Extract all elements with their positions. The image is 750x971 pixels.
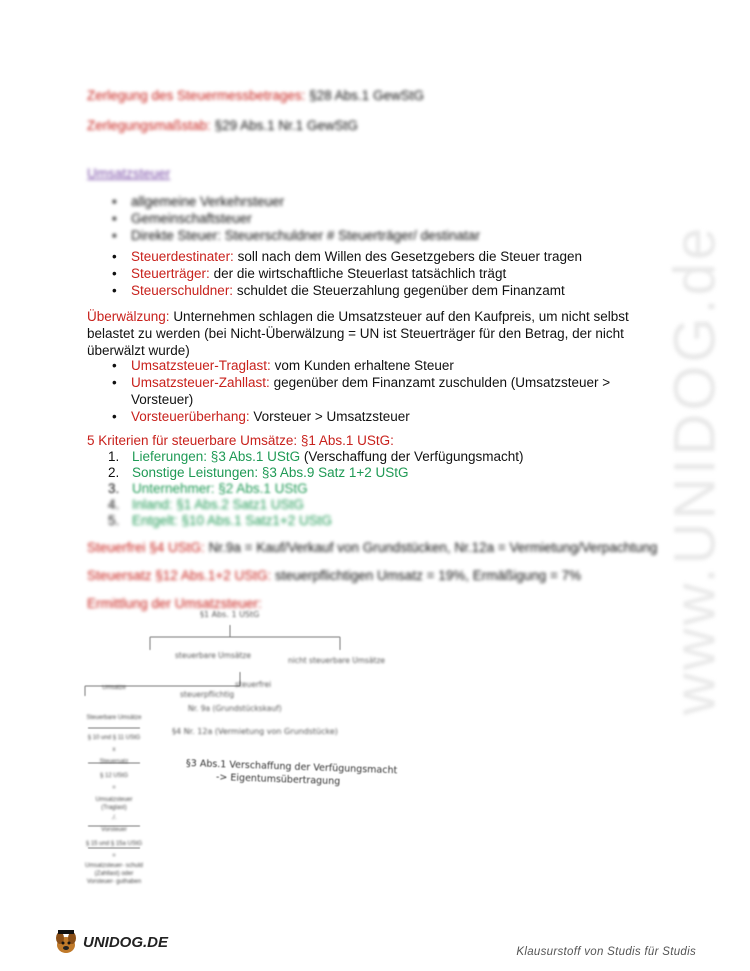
- footer-tagline: Klausurstoff von Studis für Studis: [516, 946, 696, 958]
- steuersatz-line: [87, 568, 581, 583]
- term-text: schuldet die Steuerzahlung gegenüber dem Finanzamt: [236, 283, 565, 298]
- list-item: • Direkte Steuer: Steuerschuldner # Steuerträger/ destinatar: [106, 227, 480, 244]
- hw-eigentum: -> Eigentumsübertragung: [215, 772, 341, 788]
- ermittlung-label: Ermittlung der Umsatzsteuer:: [87, 596, 262, 611]
- zerlegungsmassstab-ref: §29 Abs.1 Nr.1 GewStG: [214, 118, 358, 133]
- steuersatz-label: Steuersatz §12 Abs.1+2 UStG:: [87, 568, 272, 583]
- zerlegung-label: Zerlegung des Steuermessbetrages:: [87, 88, 306, 103]
- term-label: Steuerschuldner:: [131, 283, 234, 298]
- kriterium-label: Lieferungen: §3 Abs.1 UStG: [132, 449, 301, 464]
- zerlegung-line: [87, 88, 424, 103]
- term-item: [106, 265, 582, 282]
- hw-steuerfrei: steuerfrei: [235, 680, 272, 689]
- zerlegungsmassstab-line: [87, 118, 358, 133]
- term-text: der die wirtschaftliche Steuerlast tatsächlich trägt: [213, 266, 507, 281]
- hw-nr9a: Nr. 9a (Grundstückskauf): [188, 704, 282, 713]
- kriterium-label: Sonstige Leistungen: §3 Abs.9 Satz 1+2 UStG: [132, 465, 409, 480]
- last-label: Vorsteuerüberhang:: [131, 409, 250, 424]
- kriterien-list: [108, 449, 524, 529]
- last-label: Umsatzsteuer-Traglast:: [131, 358, 271, 373]
- ueberwaelzung-line2: belastet zu werden (bei Nicht-Überwälzung = UN ist Steuerträger für den Betrag, der nicht: [87, 326, 624, 341]
- ueberwaelzung-label: Überwälzung:: [87, 309, 170, 324]
- steuersatz-text: steuerpflichtigen Umsatz = 19%, Ermäßigung = 7%: [275, 568, 582, 583]
- ueberwaelzung-line3: überwälzt wurde): [87, 343, 190, 358]
- hw-steuerbar: steuerbare Umsätze: [175, 651, 251, 660]
- last-item: [106, 374, 610, 408]
- terms-list: [106, 248, 582, 299]
- general-items-list: [106, 193, 480, 244]
- umsatzsteuer-heading: Umsatzsteuer: [87, 166, 171, 181]
- kriterium-item: 2. Sonstige Leistungen: §3 Abs.9 Satz 1+2 UStG: [108, 465, 409, 480]
- kriterium-item: 4. Inland: §1 Abs.2 Satz1 UStG: [108, 497, 304, 512]
- diagram-left-column: Umsätze Steuerbare Umsätze § 10 und § 11 UStG x Steuersatz § 12 UStG = Umsatzsteuer (Traglast) ./. Vorsteuer § 15 und § 15a UStG = Umsatzsteuer- schuld (Zahllast) oder Vorsteuer- guthaben: [84, 685, 144, 885]
- last-item: [106, 408, 610, 425]
- kriterium-item: 1. Lieferungen: §3 Abs.1 UStG (Verschaffung der Verfügungsmacht): [108, 449, 524, 464]
- hw-steuerpflichtig: steuerpflichtig: [180, 690, 235, 699]
- logo-text: UNIDOG.DE: [83, 933, 169, 951]
- ueberwaelzung-line1: Unternehmen schlagen die Umsatzsteuer auf den Kaufpreis, um nicht selbst: [173, 309, 629, 324]
- last-text: Vorsteuer > Umsatzsteuer: [253, 409, 410, 424]
- zerlegungsmassstab-label: Zerlegungsmaßstab:: [87, 118, 211, 133]
- kriterium-label: Unternehmer: §2 Abs.1 UStG: [132, 481, 308, 496]
- kriterien-heading: 5 Kriterien für steuerbare Umsätze: §1 Abs.1 UStG:: [87, 433, 394, 448]
- steuerfrei-text: Nr.9a = Kauf/Verkauf von Grundstücken, Nr.12a = Vermietung/Verpachtung: [208, 540, 658, 555]
- kriterium-item: 5. Entgelt: §10 Abs.1 Satz1+2 UStG: [108, 513, 333, 528]
- kriterium-label: Entgelt: §10 Abs.1 Satz1+2 UStG: [132, 513, 333, 528]
- hw-top: §1 Abs. 1 UStG: [200, 610, 260, 619]
- last-text: vom Kunden erhaltene Steuer: [274, 358, 454, 373]
- footer-logo: [52, 928, 168, 956]
- steuerfrei-label: Steuerfrei §4 UStG:: [87, 540, 205, 555]
- ueberwaelzung-paragraph: [87, 308, 629, 359]
- dog-mascot-icon: [52, 928, 80, 956]
- term-label: Steuerträger:: [131, 266, 210, 281]
- zerlegung-ref: §28 Abs.1 GewStG: [309, 88, 424, 103]
- steuerfrei-line: [87, 540, 657, 555]
- last-text: gegenüber dem Finanzamt zuschulden (Umsatzsteuer >: [273, 375, 611, 390]
- term-item: [106, 248, 582, 265]
- list-item: • allgemeine Verkehrsteuer: [106, 193, 480, 210]
- hw-nr12a: §4 Nr. 12a (Vermietung von Grundstücke): [172, 727, 338, 736]
- lasten-list: [106, 357, 610, 425]
- kriterium-text: (Verschaffung der Verfügungsmacht): [303, 449, 524, 464]
- hw-verschaffung: §3 Abs.1 Verschaffung der Verfügungsmacht: [185, 758, 398, 777]
- last-label: Umsatzsteuer-Zahllast:: [131, 375, 270, 390]
- watermark: www.UNIDOG.de: [662, 224, 728, 716]
- term-item: [106, 282, 582, 299]
- last-text-cont: Vorsteuer): [131, 392, 194, 407]
- term-label: Steuerdestinater:: [131, 249, 234, 264]
- last-item: [106, 357, 610, 374]
- term-text: soll nach dem Willen des Gesetzgebers die Steuer tragen: [237, 249, 583, 264]
- kriterium-item: 3. Unternehmer: §2 Abs.1 UStG: [108, 481, 308, 496]
- hw-nicht-steuerbar: nicht steuerbare Umsätze: [288, 656, 386, 665]
- list-item: • Gemeinschaftsteuer: [106, 210, 480, 227]
- kriterium-label: Inland: §1 Abs.2 Satz1 UStG: [132, 497, 304, 512]
